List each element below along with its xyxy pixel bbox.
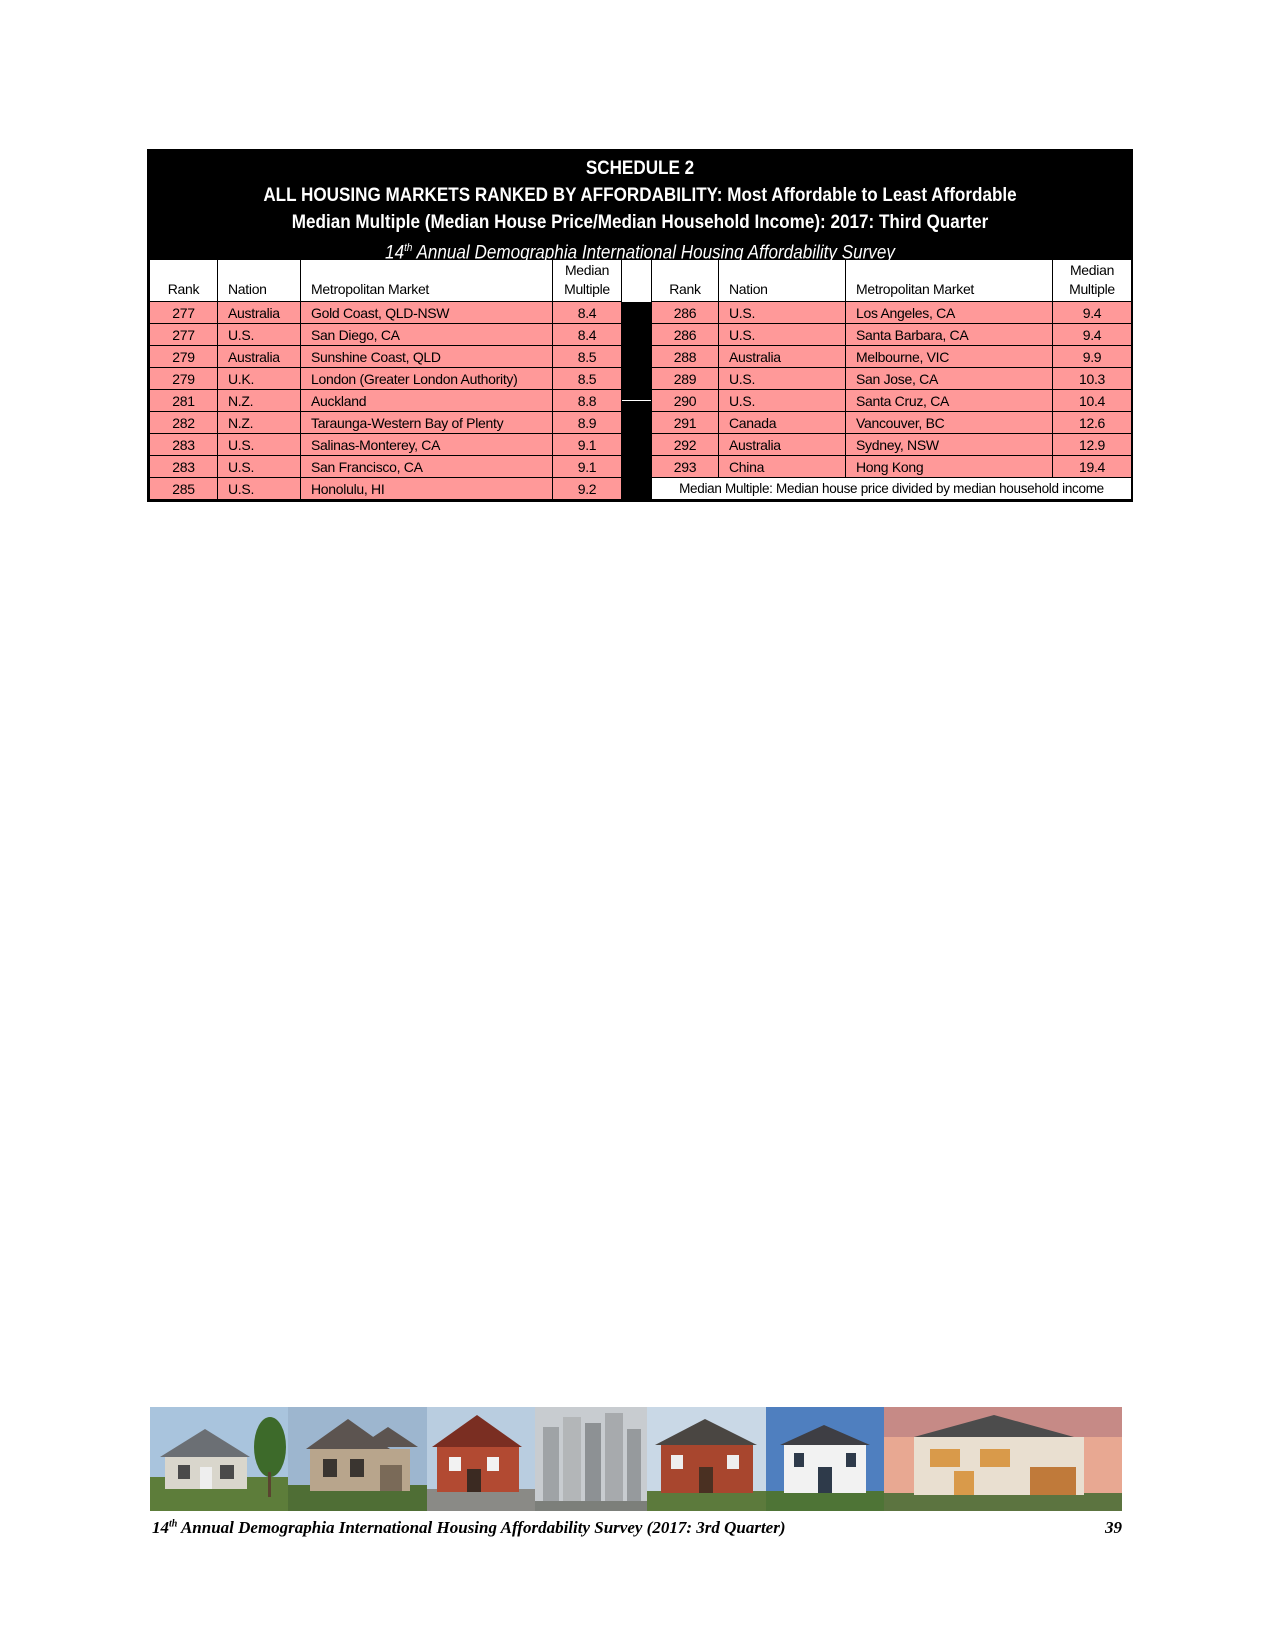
multiple-cell: 8.9 bbox=[553, 412, 622, 434]
table-row bbox=[150, 346, 1132, 368]
market-cell: Sydney, NSW bbox=[846, 434, 1053, 456]
multiple-cell: 8.5 bbox=[553, 368, 622, 390]
multiple-cell: 9.4 bbox=[1053, 302, 1132, 324]
rank-cell: 290 bbox=[652, 390, 719, 412]
rank-cell: 281 bbox=[150, 390, 218, 412]
rank-cell: 286 bbox=[652, 324, 719, 346]
nation-cell: Australia bbox=[218, 346, 301, 368]
table-row bbox=[150, 434, 1132, 456]
market-cell: Taraunga-Western Bay of Plenty bbox=[301, 412, 553, 434]
nation-cell: Australia bbox=[719, 434, 846, 456]
rank-cell: 292 bbox=[652, 434, 719, 456]
column-divider bbox=[622, 434, 652, 456]
multiple-cell: 9.4 bbox=[1053, 324, 1132, 346]
nation-cell: N.Z. bbox=[218, 412, 301, 434]
nation-cell: U.S. bbox=[218, 478, 301, 500]
col-header-rank: Rank bbox=[652, 260, 719, 302]
market-cell: San Francisco, CA bbox=[301, 456, 553, 478]
market-cell: Auckland bbox=[301, 390, 553, 412]
market-cell: San Jose, CA bbox=[846, 368, 1053, 390]
multiple-cell: 9.9 bbox=[1053, 346, 1132, 368]
multiple-cell: 8.8 bbox=[553, 390, 622, 412]
schedule-subtitle: Median Multiple (Median House Price/Median Household Income): 2017: Third Quarter bbox=[291, 212, 989, 233]
market-cell: Gold Coast, QLD-NSW bbox=[301, 302, 553, 324]
house-photo-5 bbox=[647, 1407, 766, 1511]
column-divider bbox=[622, 390, 652, 412]
table-row bbox=[150, 302, 1132, 324]
rank-cell: 277 bbox=[150, 302, 218, 324]
house-photo-2 bbox=[288, 1407, 427, 1511]
column-divider bbox=[622, 324, 652, 346]
col-header-multiple: Median Multiple bbox=[1053, 260, 1132, 302]
column-divider bbox=[622, 260, 652, 302]
nation-cell: U.S. bbox=[218, 434, 301, 456]
nation-cell: U.S. bbox=[719, 368, 846, 390]
multiple-cell: 9.1 bbox=[553, 456, 622, 478]
market-cell: Los Angeles, CA bbox=[846, 302, 1053, 324]
market-cell: San Diego, CA bbox=[301, 324, 553, 346]
schedule-title: ALL HOUSING MARKETS RANKED BY AFFORDABILITY: Most Affordable to Least Affordable bbox=[263, 185, 1017, 206]
nation-cell: Canada bbox=[719, 412, 846, 434]
col-header-nation: Nation bbox=[719, 260, 846, 302]
column-divider bbox=[622, 412, 652, 434]
survey-title: 14th Annual Demographia International Housing Affordability Survey bbox=[385, 242, 895, 264]
col-header-market: Metropolitan Market bbox=[301, 260, 553, 302]
page-number: 39 bbox=[1105, 1518, 1122, 1537]
nation-cell: Australia bbox=[218, 302, 301, 324]
multiple-cell: 19.4 bbox=[1053, 456, 1132, 478]
col-header-market: Metropolitan Market bbox=[846, 260, 1053, 302]
schedule-table bbox=[147, 149, 1133, 502]
nation-cell: Australia bbox=[719, 346, 846, 368]
multiple-cell: 12.6 bbox=[1053, 412, 1132, 434]
rank-cell: 285 bbox=[150, 478, 218, 500]
rank-cell: 286 bbox=[652, 302, 719, 324]
market-cell: Santa Cruz, CA bbox=[846, 390, 1053, 412]
rank-cell: 279 bbox=[150, 346, 218, 368]
rankings-grid bbox=[149, 259, 1132, 500]
nation-cell: U.S. bbox=[719, 302, 846, 324]
nation-cell: U.S. bbox=[719, 390, 846, 412]
header-row bbox=[150, 260, 1132, 302]
house-photo-4 bbox=[535, 1407, 647, 1511]
market-cell: Vancouver, BC bbox=[846, 412, 1053, 434]
nation-cell: China bbox=[719, 456, 846, 478]
house-photo-6 bbox=[766, 1407, 884, 1511]
rank-cell: 279 bbox=[150, 368, 218, 390]
rank-cell: 288 bbox=[652, 346, 719, 368]
multiple-cell: 10.4 bbox=[1053, 390, 1132, 412]
market-cell: Melbourne, VIC bbox=[846, 346, 1053, 368]
house-photo-1 bbox=[150, 1407, 288, 1511]
table-row bbox=[150, 390, 1132, 412]
table-row bbox=[150, 324, 1132, 346]
rank-cell: 293 bbox=[652, 456, 719, 478]
multiple-cell: 8.4 bbox=[553, 324, 622, 346]
table-row bbox=[150, 368, 1132, 390]
house-photo-7 bbox=[884, 1407, 1122, 1511]
column-divider bbox=[622, 456, 652, 478]
multiple-cell: 9.2 bbox=[553, 478, 622, 500]
rank-cell: 283 bbox=[150, 434, 218, 456]
market-cell: Salinas-Monterey, CA bbox=[301, 434, 553, 456]
table-row bbox=[150, 456, 1132, 478]
multiple-cell: 8.5 bbox=[553, 346, 622, 368]
multiple-cell: 8.4 bbox=[553, 302, 622, 324]
multiple-cell: 10.3 bbox=[1053, 368, 1132, 390]
page-footer bbox=[152, 1518, 1122, 1544]
schedule-number: SCHEDULE 2 bbox=[585, 158, 695, 179]
nation-cell: U.S. bbox=[719, 324, 846, 346]
rank-cell: 291 bbox=[652, 412, 719, 434]
market-cell: Hong Kong bbox=[846, 456, 1053, 478]
column-divider bbox=[622, 302, 652, 324]
column-divider bbox=[622, 478, 652, 500]
column-divider bbox=[622, 346, 652, 368]
market-cell: London (Greater London Authority) bbox=[301, 368, 553, 390]
column-divider bbox=[622, 368, 652, 390]
nation-cell: U.S. bbox=[218, 456, 301, 478]
nation-cell: N.Z. bbox=[218, 390, 301, 412]
market-cell: Sunshine Coast, QLD bbox=[301, 346, 553, 368]
col-header-rank: Rank bbox=[150, 260, 218, 302]
rank-cell: 283 bbox=[150, 456, 218, 478]
table-row bbox=[150, 478, 1132, 500]
rank-cell: 277 bbox=[150, 324, 218, 346]
market-cell: Santa Barbara, CA bbox=[846, 324, 1053, 346]
col-header-multiple: Median Multiple bbox=[553, 260, 622, 302]
market-cell: Honolulu, HI bbox=[301, 478, 553, 500]
table-row bbox=[150, 412, 1132, 434]
median-multiple-note: Median Multiple: Median house price divided by median household income bbox=[652, 478, 1132, 500]
schedule-banner bbox=[149, 151, 1131, 264]
nation-cell: U.S. bbox=[218, 324, 301, 346]
nation-cell: U.K. bbox=[218, 368, 301, 390]
rank-cell: 282 bbox=[150, 412, 218, 434]
multiple-cell: 9.1 bbox=[553, 434, 622, 456]
col-header-nation: Nation bbox=[218, 260, 301, 302]
rank-cell: 289 bbox=[652, 368, 719, 390]
footer-title: 14th Annual Demographia International Housing Affordability Survey (2017: 3rd Quarter) bbox=[152, 1518, 786, 1537]
house-photo-3 bbox=[427, 1407, 535, 1511]
multiple-cell: 12.9 bbox=[1053, 434, 1132, 456]
house-photo-strip bbox=[150, 1407, 1122, 1511]
